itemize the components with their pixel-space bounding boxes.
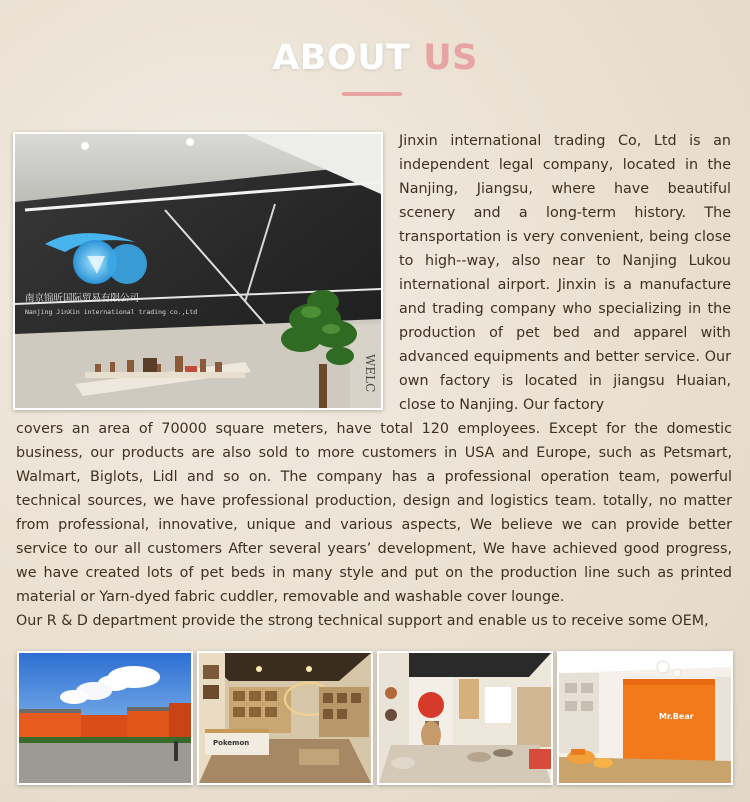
company-sign-english: Nanjing JinXin international trading co.,Ltd: [25, 308, 198, 316]
factory-exterior-photo: [17, 651, 193, 785]
company-sign-chinese: 南京锦昕国际贸易有限公司: [25, 293, 140, 304]
rnd-paragraph: Our R & D department provide the strong technical support and enable us to receive some OEM,: [16, 613, 709, 629]
business-paragraph: covers an area of 70000 square meters, have total 120 employees. Except for the domestic business, our products are also sold to more customers in USA and Europe, such as Petsmart, Walmart, Biglots, Lidl and so on. The company has a professional operation team, powerful technical sources, we have professional production, design and logistics team. totally, no matter from professional, innovative, unique and various aspects, We believe we can provide better service to our all customers After several years’ development, We have achieved good progress, we have created lots of pet beds in many style and put on the production line such as printed material or Yarn-dyed fabric cuddler, removable and washable cover lounge.: [16, 421, 732, 605]
photo-gallery: [17, 651, 733, 785]
section-title: [0, 38, 750, 78]
intro-text: Jinxin international trading Co, Ltd is an independent legal company, located in the Nanjing, Jiangsu, where have beautiful scenery and a long-term history. The transportation is very convenient, being close to high--way, also near to Nanjing Lukou international airport.: [399, 133, 731, 293]
store-brand-sign: Mr.Bear: [659, 712, 694, 721]
title-underline: [342, 92, 402, 96]
brand-store-photo: [557, 651, 733, 785]
pet-store-photo: [377, 651, 553, 785]
title-word-us: US: [423, 38, 478, 78]
welcome-wall-text: WELC: [363, 354, 377, 393]
title-word-about: ABOUT: [272, 38, 411, 78]
showroom-counter-sign: Pokemon: [213, 739, 250, 747]
business-text-start: Jinxin is a manufacture and trading company who specializing in the production of pet bed and apparel with advanced equipments and better service. Our own factory is located in jiangsu Huaian, close to Nanjing. Our factory: [399, 277, 731, 413]
office-lobby-photo: [13, 132, 383, 410]
showroom-photo: [197, 651, 373, 785]
intro-paragraph: [399, 129, 731, 417]
